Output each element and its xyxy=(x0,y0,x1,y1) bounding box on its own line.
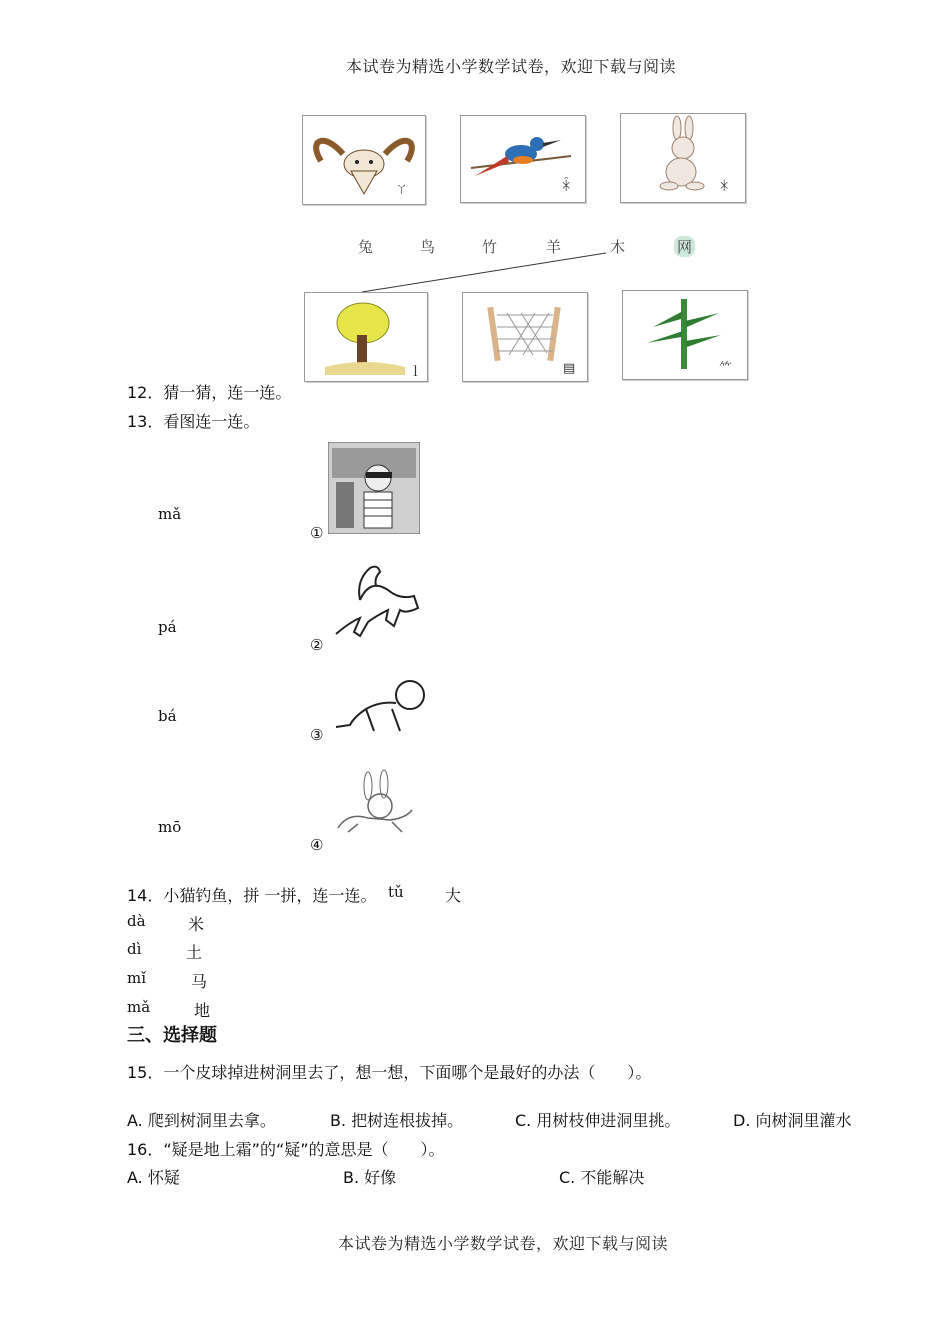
goat-tag: ㄚ xyxy=(395,182,409,197)
tree-picture xyxy=(304,292,428,382)
tree-tag: ｌ xyxy=(409,365,423,380)
section-title: 三、选择题 xyxy=(127,1025,217,1046)
bamboo-picture xyxy=(622,290,748,380)
question-13: 13．看图连一连。 xyxy=(127,412,260,431)
word-bamboo: 竹 xyxy=(482,238,498,256)
q14-pinyin-1: tǔ xyxy=(388,883,404,901)
q13-num-1: ① xyxy=(310,524,324,542)
kids-touching-picture xyxy=(328,768,418,838)
q16-option-a: A. 怀疑 xyxy=(127,1168,180,1187)
q14-char-3: 土 xyxy=(186,943,203,962)
q13-num-2: ② xyxy=(310,636,324,654)
blindfold-boy-picture xyxy=(328,442,420,534)
q16-option-b: B. 好像 xyxy=(343,1168,397,1187)
q14-char-1: 大 xyxy=(445,886,462,905)
word-bird: 鸟 xyxy=(420,238,436,256)
q13-num-4: ④ xyxy=(310,836,324,854)
q13-pinyin-1: mǎ xyxy=(158,505,182,523)
word-sheep: 羊 xyxy=(546,238,562,256)
bird-tag: ꁗ xyxy=(561,180,572,195)
q14-pinyin-5: mǎ xyxy=(127,998,151,1016)
word-wood: 木 xyxy=(610,238,626,256)
q14-char-5: 地 xyxy=(194,1001,211,1020)
question-14: 14．小猫钓鱼，拼 一拼，连一连。 xyxy=(127,886,377,905)
q14-pinyin-4: mǐ xyxy=(127,969,147,987)
question-15: 15．一个皮球掉进树洞里去了，想一想，下面哪个是最好的办法（ ）。 xyxy=(127,1063,652,1082)
q13-pinyin-2: pá xyxy=(158,618,177,636)
q14-char-2: 米 xyxy=(188,915,205,934)
q15-option-a: A. 爬到树洞里去拿。 xyxy=(127,1111,276,1130)
word-rabbit: 兔 xyxy=(358,238,374,256)
crawling-baby-picture xyxy=(330,675,430,739)
q13-pinyin-4: mō xyxy=(158,818,182,836)
word-net: 网 xyxy=(674,236,695,257)
q15-option-c: C. 用树枝伸进洞里挑。 xyxy=(515,1111,681,1130)
question-16: 16．“疑是地上霜”的“疑”的意思是（ ）。 xyxy=(127,1140,445,1159)
q14-char-4: 马 xyxy=(191,972,208,991)
question-12: 12．猜一猜，连一连。 xyxy=(127,383,292,402)
q15-option-b: B. 把树连根拔掉。 xyxy=(330,1111,464,1130)
page-header: 本试卷为精选小学数学试卷，欢迎下载与阅读 xyxy=(346,57,677,76)
q14-pinyin-3: dì xyxy=(127,940,142,958)
rabbit-tag: ꁘ xyxy=(719,180,730,195)
net-tag: ▤ xyxy=(563,361,576,376)
q13-pinyin-3: bá xyxy=(158,707,177,725)
horse-picture xyxy=(330,560,426,644)
q16-option-c: C. 不能解决 xyxy=(559,1168,645,1187)
net-picture xyxy=(462,292,588,382)
bamboo-tag: ⺮ xyxy=(719,361,733,376)
q13-num-3: ③ xyxy=(310,726,324,744)
page-footer: 本试卷为精选小学数学试卷，欢迎下载与阅读 xyxy=(338,1234,669,1253)
q14-pinyin-2: dà xyxy=(127,912,146,930)
q15-option-d: D. 向树洞里灌水 xyxy=(733,1111,852,1130)
